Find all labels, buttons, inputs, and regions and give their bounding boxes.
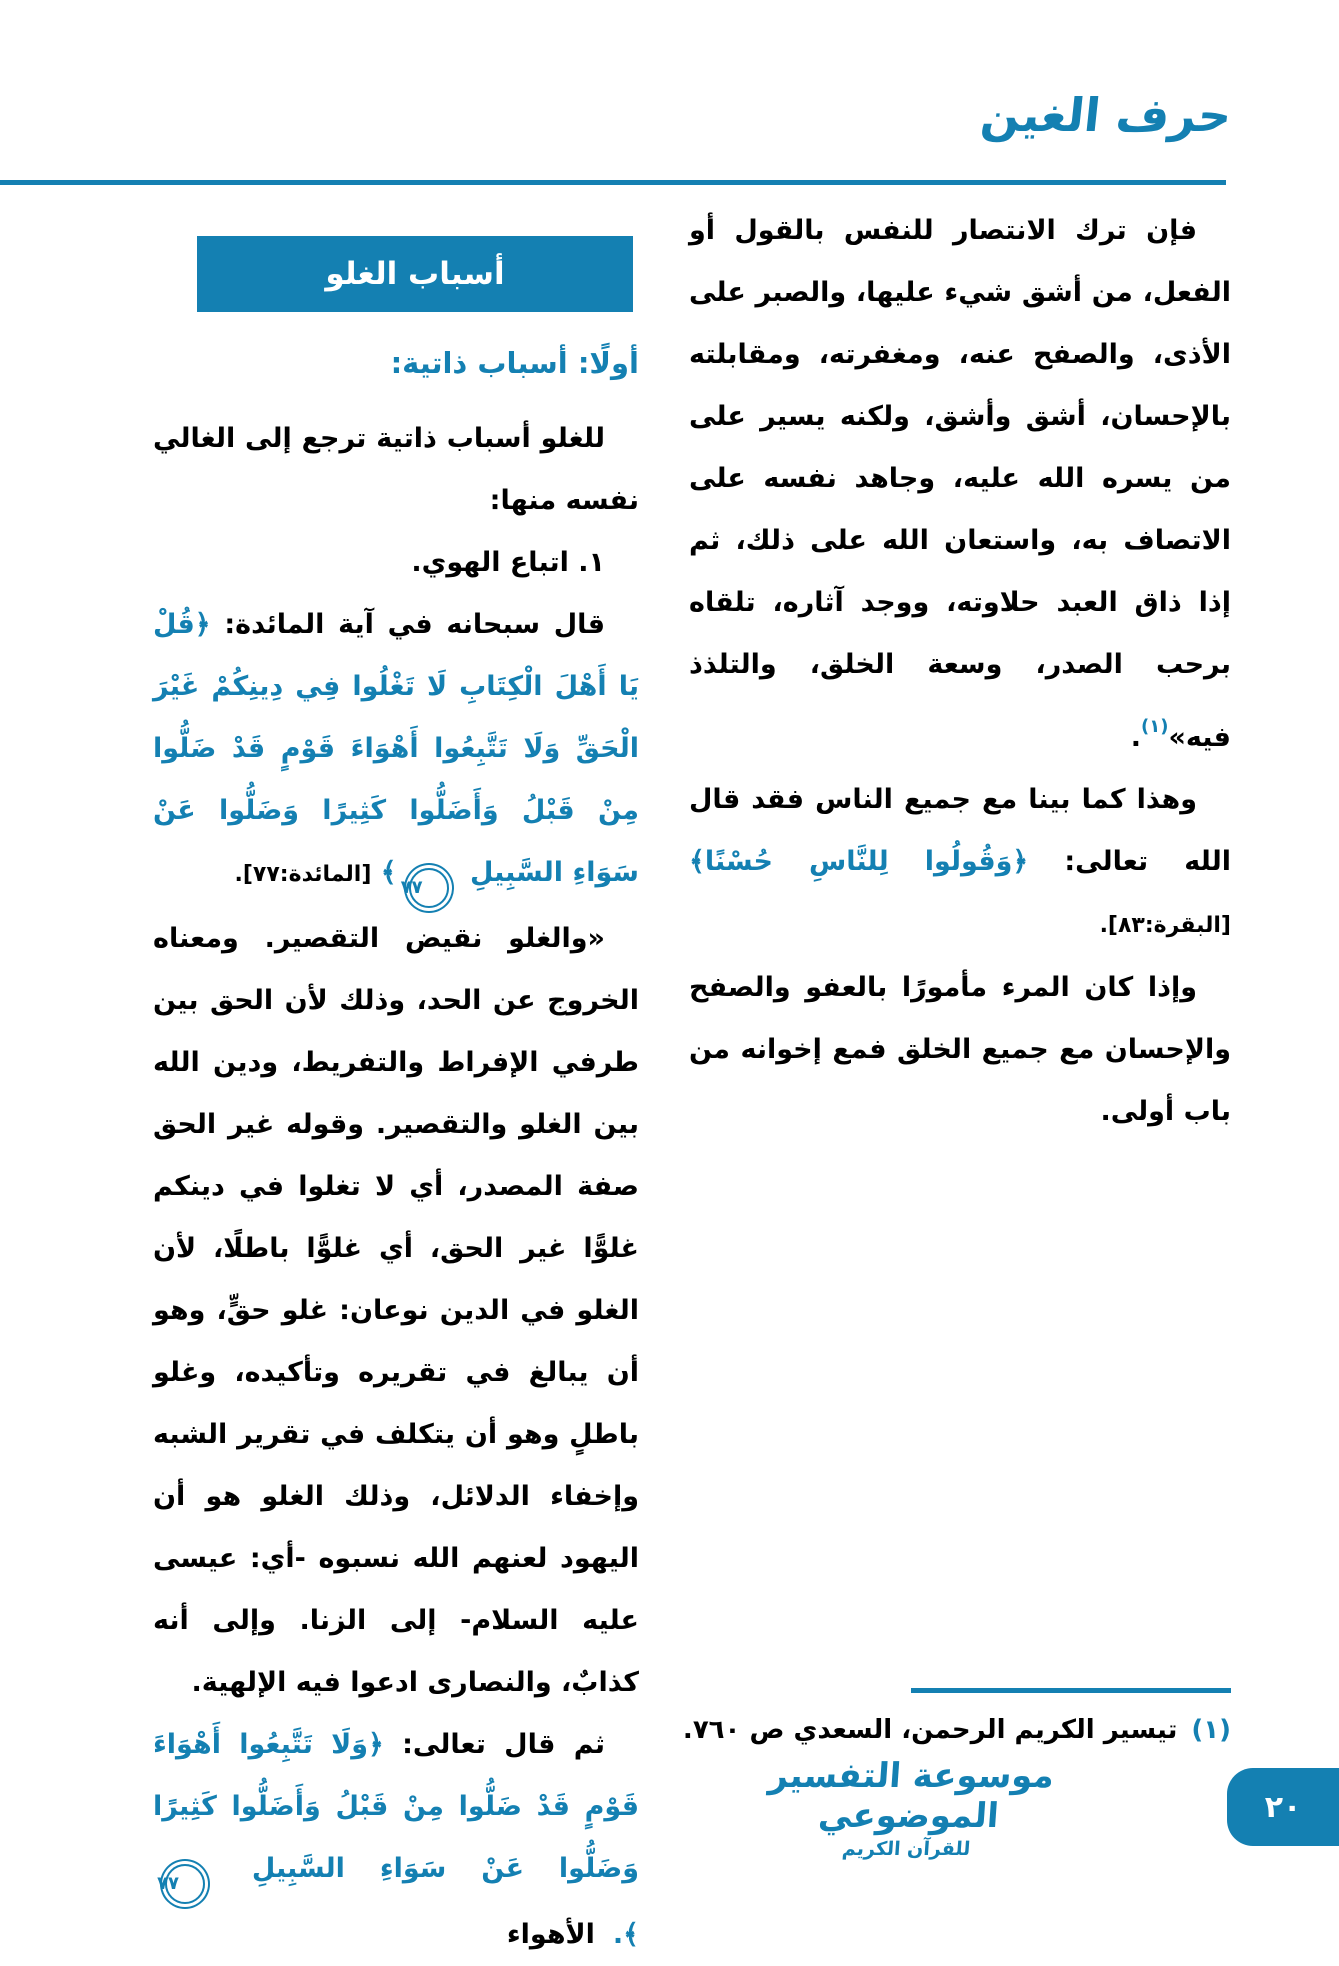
paragraph [689,200,1231,769]
paragraph [153,594,639,908]
list-item-text: ١. اتباع الهوي. [411,547,605,578]
quran-verse-close: ﴾ [371,857,397,888]
verse-reference: [البقرة:٨٣]. [1099,913,1231,938]
subheading: أولًا: أسباب ذاتية: [390,346,639,380]
paragraph-text: . [1130,722,1141,753]
paragraph-text: فإن ترك الانتصار للنفس بالقول أو الفعل، من أشق شيء عليها، والصبر على الأذى، والصفح عنه، ومغفرته، ومقابلته بالإحسان، أشق وأشق، ولكنه يسير على من يسره الله عليه، وجاهد نفسه على الاتصاف به، واستعان الله على ذلك، ثم إذا ذاق العبد حلاوته، ووجد آثاره، تلقاه برحب الصدر، وسعة الخلق، والتلذذ فيه» [689,215,1231,753]
logo-title: موسوعة التفسير الموضوعي [767,1756,1056,1836]
paragraph-text: ثم قال تعالى: [383,1729,606,1760]
section-title: أسباب الغلو [325,256,505,292]
quran-verse: ﴿وَلَا تَتَّبِعُوا أَهْوَاءَ قَوْمٍ قَدْ ضَلُّوا مِنْ قَبْلُ وَأَضَلُّوا كَثِيرًا وَضَلُّوا عَنْ سَوَاءِ السَّبِيلِ [153,1729,639,1884]
footnote-line [671,1703,1231,1757]
page-number: ٢٠ [1264,1789,1302,1825]
column-right [689,200,1231,1143]
quran-verse: ﴿وَقُولُوا لِلنَّاسِ حُسْنًا﴾ [689,846,1029,877]
list-item [153,532,639,594]
quran-verse-close: ﴾. [612,1919,639,1950]
page-number-tab [1227,1768,1339,1846]
paragraph-text: الأهواء [506,1919,595,1950]
footnote-number: (١) [1191,1715,1231,1745]
chapter-title: حرف الغين [977,88,1234,142]
verse-reference: [المائدة:٧٧]. [234,862,372,887]
paragraph-text: «والغلو نقيض التقصير. ومعناه الخروج عن الحد، وذلك لأن الحق بين طرفي الإفراط والتفريط، ودين الله بين الغلو والتقصير. وقوله غير الحق صفة المصدر، أي لا تغلوا في دينكم غلوًّا غير الحق، أي غلوًّا باطلًا، لأن الغلو في الدين نوعان: غلو حقٍّ، وهو أن يبالغ في تقريره وتأكيده، وغلو باطلٍ وهو أن يتكلف في تقرير الشبه وإخفاء الدلائل، وذلك الغلو هو أن اليهود لعنهم الله نسبوه -أي: عيسى عليه السلام- إلى الزنا. وإلى أنه كذابٌ، والنصارى ادعوا فيه الإلهية. [153,923,639,1698]
paragraph-text: وإذا كان المرء مأمورًا بالعفو والصفح والإحسان مع جميع الخلق فمع إخوانه من باب أولى. [689,972,1231,1127]
header-rule [0,180,1226,185]
paragraph-text: للغلو أسباب ذاتية ترجع إلى الغالي نفسه منها: [153,423,639,516]
footnote-divider [911,1688,1231,1693]
ayah-number-badge: ٧٧ [409,868,449,908]
footnote-text: تيسير الكريم الرحمن، السعدي ص ٧٦٠. [682,1715,1178,1745]
paragraph-text: قال سبحانه في آية المائدة: [210,609,605,640]
paragraph [153,908,639,1714]
footnote-marker: (١) [1141,716,1169,737]
section-title-box [197,236,633,312]
quran-verse: ﴿قُلْ يَا أَهْلَ الْكِتَابِ لَا تَغْلُوا فِي دِينِكُمْ غَيْرَ الْحَقِّ وَلَا تَتَّبِعُوا أَهْوَاءَ قَوْمٍ قَدْ ضَلُّوا مِنْ قَبْلُ وَأَضَلُّوا كَثِيرًا وَضَلُّوا عَنْ سَوَاءِ السَّبِيلِ [153,609,639,888]
publisher-logo [725,1756,1092,1862]
footnote-block [671,1688,1231,1757]
paragraph [153,1714,639,1966]
paragraph-text: وهذا كما بينا مع جميع الناس فقد قال الله تعالى: [689,784,1231,877]
paragraph [689,957,1231,1143]
column-left [153,200,639,1966]
paragraph [153,408,639,532]
logo-subtitle: للقرآن الكريم [841,1838,972,1860]
ayah-number-badge: ٧٧ [165,1864,205,1904]
paragraph [689,769,1231,957]
